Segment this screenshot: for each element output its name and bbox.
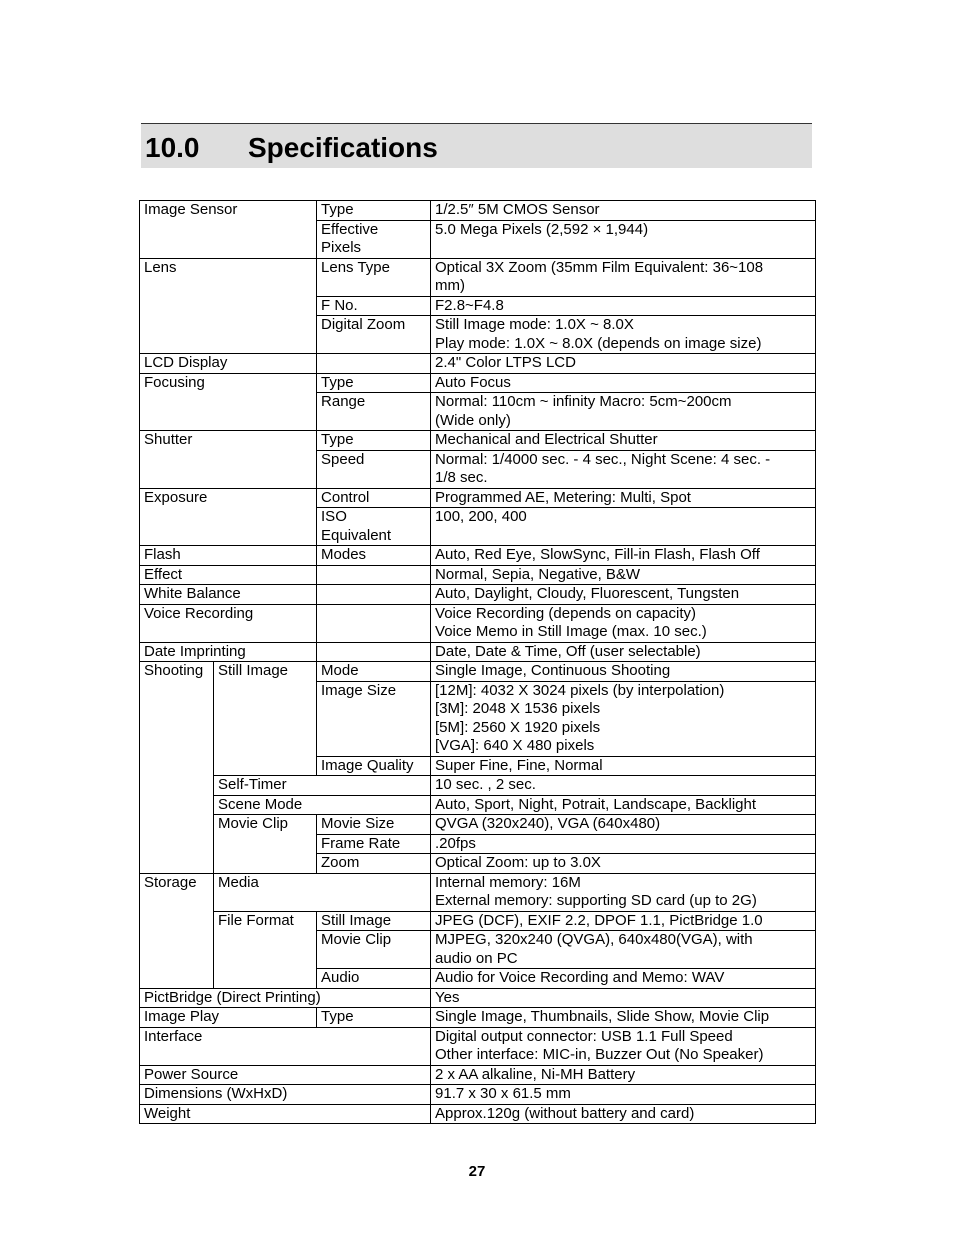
- spec-value: 10 sec. , 2 sec.: [431, 776, 816, 796]
- table-row: [140, 815, 816, 835]
- spec-label: Focusing: [140, 373, 317, 431]
- table-row: [140, 662, 816, 682]
- spec-sublabel: Speed: [317, 450, 431, 488]
- spec-sublabel: [317, 642, 431, 662]
- spec-value: 100, 200, 400: [431, 508, 816, 546]
- spec-value: 2 x AA alkaline, Ni-MH Battery: [431, 1065, 816, 1085]
- table-row: [140, 642, 816, 662]
- spec-value: Auto, Red Eye, SlowSync, Fill-in Flash, Flash Off: [431, 546, 816, 566]
- spec-label: Voice Recording: [140, 604, 317, 642]
- spec-value: [12M]: 4032 X 3024 pixels (by interpolation) [3M]: 2048 X 1536 pixels [5M]: 2560 X 1920 pixels [VGA]: 640 X 480 pixels: [431, 681, 816, 756]
- table-row: [140, 565, 816, 585]
- specifications-table: [139, 200, 816, 1124]
- spec-sublabel: [317, 604, 431, 642]
- spec-sublabel: Scene Mode: [214, 795, 431, 815]
- spec-label: Weight: [140, 1104, 431, 1124]
- table-row: [140, 373, 816, 393]
- spec-value: Yes: [431, 988, 816, 1008]
- table-row: [140, 431, 816, 451]
- spec-value: Auto Focus: [431, 373, 816, 393]
- table-row: [140, 1027, 816, 1065]
- spec-sublabel: Frame Rate: [317, 834, 431, 854]
- spec-value: QVGA (320x240), VGA (640x480): [431, 815, 816, 835]
- spec-sublabel: Range: [317, 393, 431, 431]
- spec-label: PictBridge (Direct Printing): [140, 988, 431, 1008]
- spec-value: .20fps: [431, 834, 816, 854]
- table-row: [140, 1104, 816, 1124]
- spec-sublabel: Modes: [317, 546, 431, 566]
- spec-label: Exposure: [140, 488, 317, 546]
- spec-sublabel: Movie Size: [317, 815, 431, 835]
- spec-value: Normal: 110cm ~ infinity Macro: 5cm~200cm (Wide only): [431, 393, 816, 431]
- spec-sublabel: Image Size: [317, 681, 431, 756]
- spec-label: Shutter: [140, 431, 317, 489]
- spec-value: Voice Recording (depends on capacity) Voice Memo in Still Image (max. 10 sec.): [431, 604, 816, 642]
- table-row: [140, 585, 816, 605]
- table-row: [140, 795, 816, 815]
- spec-value: Optical Zoom: up to 3.0X: [431, 854, 816, 874]
- spec-sublabel: Lens Type: [317, 258, 431, 296]
- spec-value: Super Fine, Fine, Normal: [431, 756, 816, 776]
- spec-label: Effect: [140, 565, 317, 585]
- spec-value: Normal: 1/4000 sec. - 4 sec., Night Scene: 4 sec. - 1/8 sec.: [431, 450, 816, 488]
- spec-value: JPEG (DCF), EXIF 2.2, DPOF 1.1, PictBridge 1.0: [431, 911, 816, 931]
- spec-value: Mechanical and Electrical Shutter: [431, 431, 816, 451]
- spec-value: Date, Date & Time, Off (user selectable): [431, 642, 816, 662]
- section-heading: [141, 123, 812, 168]
- spec-sublabel: Self-Timer: [214, 776, 431, 796]
- spec-sublabel: File Format: [214, 911, 317, 988]
- spec-sublabel: [317, 354, 431, 374]
- table-row: [140, 258, 816, 296]
- spec-sublabel: [317, 565, 431, 585]
- spec-sublabel: Effective Pixels: [317, 220, 431, 258]
- spec-value: 91.7 x 30 x 61.5 mm: [431, 1085, 816, 1105]
- table-row: [140, 546, 816, 566]
- spec-sublabel: F No.: [317, 296, 431, 316]
- table-row: [140, 873, 816, 911]
- spec-label: Flash: [140, 546, 317, 566]
- spec-label: Shooting: [140, 662, 214, 874]
- spec-sublabel: Still Image: [317, 911, 431, 931]
- spec-label: Date Imprinting: [140, 642, 317, 662]
- spec-value: Still Image mode: 1.0X ~ 8.0X Play mode: 1.0X ~ 8.0X (depends on image size): [431, 316, 816, 354]
- spec-sublabel: Movie Clip: [214, 815, 317, 874]
- spec-value: Auto, Sport, Night, Potrait, Landscape, Backlight: [431, 795, 816, 815]
- spec-sublabel: Type: [317, 373, 431, 393]
- spec-label: White Balance: [140, 585, 317, 605]
- spec-sublabel: Type: [317, 1008, 431, 1028]
- spec-sublabel: Image Quality: [317, 756, 431, 776]
- table-row: [140, 1065, 816, 1085]
- spec-sublabel: Type: [317, 201, 431, 221]
- section-number: 10.0: [145, 132, 200, 163]
- spec-value: 1/2.5″ 5M CMOS Sensor: [431, 201, 816, 221]
- spec-sublabel: Movie Clip: [317, 931, 431, 969]
- spec-value: Normal, Sepia, Negative, B&W: [431, 565, 816, 585]
- spec-sublabel: Control: [317, 488, 431, 508]
- section-title: Specifications: [248, 132, 438, 163]
- table-row: [140, 488, 816, 508]
- spec-sublabel: ISO Equivalent: [317, 508, 431, 546]
- spec-label: Dimensions (WxHxD): [140, 1085, 431, 1105]
- page-number: 27: [468, 1163, 486, 1180]
- table-row: [140, 604, 816, 642]
- spec-label: Image Play: [140, 1008, 317, 1028]
- spec-label: Interface: [140, 1027, 431, 1065]
- spec-label: Lens: [140, 258, 317, 354]
- spec-label: LCD Display: [140, 354, 317, 374]
- table-row: [140, 776, 816, 796]
- spec-sublabel: Type: [317, 431, 431, 451]
- spec-sublabel: [317, 585, 431, 605]
- spec-value: Single Image, Thumbnails, Slide Show, Movie Clip: [431, 1008, 816, 1028]
- spec-sublabel: Media: [214, 873, 431, 911]
- table-row: [140, 988, 816, 1008]
- spec-sublabel: Digital Zoom: [317, 316, 431, 354]
- spec-label: Storage: [140, 873, 214, 988]
- spec-value: Audio for Voice Recording and Memo: WAV: [431, 969, 816, 989]
- spec-value: Auto, Daylight, Cloudy, Fluorescent, Tungsten: [431, 585, 816, 605]
- spec-value: Single Image, Continuous Shooting: [431, 662, 816, 682]
- table-row: [140, 1008, 816, 1028]
- table-row: [140, 1085, 816, 1105]
- table-row: [140, 201, 816, 221]
- spec-value: Digital output connector: USB 1.1 Full Speed Other interface: MIC-in, Buzzer Out (No Speaker): [431, 1027, 816, 1065]
- spec-sublabel: Audio: [317, 969, 431, 989]
- spec-value: 2.4" Color LTPS LCD: [431, 354, 816, 374]
- spec-sublabel: Still Image: [214, 662, 317, 776]
- spec-sublabel: Mode: [317, 662, 431, 682]
- spec-value: Programmed AE, Metering: Multi, Spot: [431, 488, 816, 508]
- spec-value: Internal memory: 16M External memory: supporting SD card (up to 2G): [431, 873, 816, 911]
- spec-label: Image Sensor: [140, 201, 317, 259]
- spec-label: Power Source: [140, 1065, 431, 1085]
- spec-value: F2.8~F4.8: [431, 296, 816, 316]
- spec-sublabel: Zoom: [317, 854, 431, 874]
- spec-value: MJPEG, 320x240 (QVGA), 640x480(VGA), with audio on PC: [431, 931, 816, 969]
- spec-value: Approx.120g (without battery and card): [431, 1104, 816, 1124]
- table-row: [140, 354, 816, 374]
- table-row: [140, 911, 816, 931]
- spec-value: 5.0 Mega Pixels (2,592 × 1,944): [431, 220, 816, 258]
- spec-value: Optical 3X Zoom (35mm Film Equivalent: 36~108 mm): [431, 258, 816, 296]
